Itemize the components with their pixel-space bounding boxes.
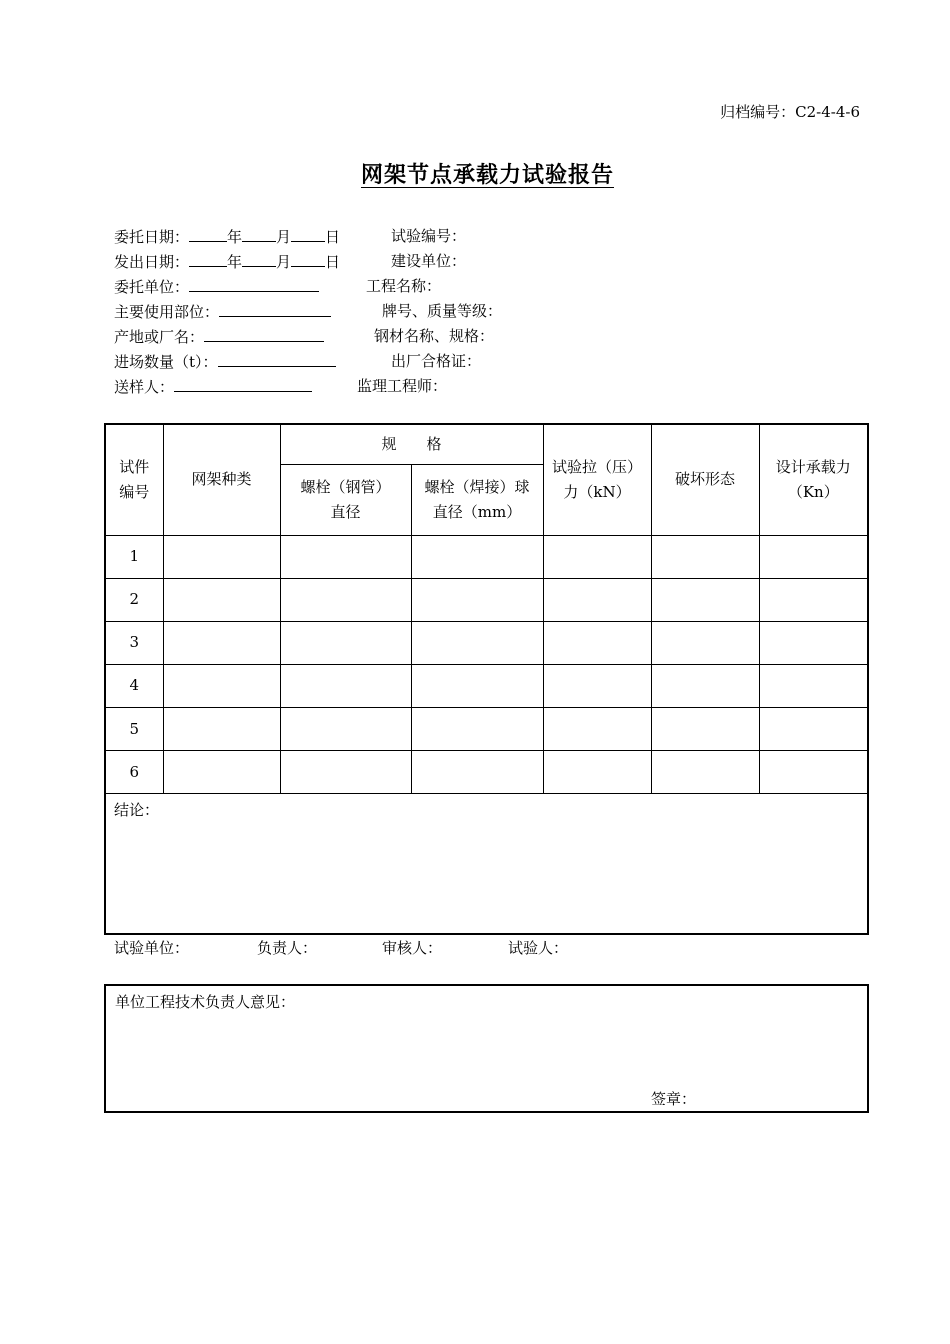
table-row [105,535,868,578]
table-row [105,751,868,794]
cell[interactable] [651,535,759,578]
col-force-line1: 试验拉（压） [552,457,643,476]
blank-origin[interactable] [204,325,324,342]
blank-main-use[interactable] [219,300,331,317]
page-title [0,158,950,189]
cell[interactable] [651,578,759,621]
blank-year[interactable] [189,250,227,267]
col-header-force [543,424,651,535]
year-label: 年 [227,253,243,271]
blank-month[interactable] [242,250,276,267]
col-bolt-ball-line2: 直径（mm） [432,502,522,521]
seal-label: 签章： [651,1090,697,1108]
cell[interactable] [280,621,411,664]
opinion-label: 单位工程技术负责人意见： [115,993,296,1011]
blank-commission-unit[interactable] [189,275,319,292]
info-row-issue-date [114,250,467,272]
col-bolt-ball-line1: 螺栓（焊接）球 [424,477,530,496]
cell[interactable] [411,708,543,751]
responsible-label: 负责人： [257,939,318,957]
conclusion-row [105,794,868,934]
row-number: 1 [105,535,163,578]
info-row-commission-date [114,225,467,247]
page-title-text: 网架节点承载力试验报告 [360,162,614,188]
table-row [105,621,868,664]
test-unit-label: 试验单位： [114,939,190,957]
certificate-label: 出厂合格证： [391,352,482,370]
cell[interactable] [759,708,868,751]
commission-unit-label: 委托单位： [114,278,190,296]
row-number: 4 [105,664,163,707]
day-label: 日 [325,253,341,271]
info-row-sender [114,375,448,397]
cell[interactable] [411,578,543,621]
blank-month[interactable] [242,225,276,242]
header-row-1 [105,424,868,464]
archive-number: 归档编号：C2-4-4-6 [720,103,860,121]
day-label: 日 [325,228,341,246]
row-number: 2 [105,578,163,621]
row-number: 5 [105,708,163,751]
issue-date-label: 发出日期： [114,253,190,271]
sender-label: 送样人： [114,378,175,396]
cell[interactable] [411,535,543,578]
blank-day[interactable] [291,250,325,267]
cell[interactable] [543,708,651,751]
table-row [105,664,868,707]
col-force-line2: 力（kN） [563,482,631,501]
col-design-line2: （Kn） [787,482,839,501]
cell[interactable] [280,664,411,707]
col-bolt-pipe-line2: 直径 [330,502,361,521]
col-bolt-pipe-line1: 螺栓（钢管） [300,477,391,496]
col-header-id [105,424,163,535]
info-row-main-use [114,300,503,322]
quantity-label: 进场数量（t）： [114,353,218,371]
cell[interactable] [163,535,280,578]
col-header-type: 网架种类 [163,424,280,535]
tester-label: 试验人： [508,939,569,957]
info-row-quantity [114,350,482,372]
col-header-bolt-ball [411,464,543,535]
cell[interactable] [759,578,868,621]
blank-sender[interactable] [174,375,312,392]
table-row [105,708,868,751]
cell[interactable] [759,664,868,707]
origin-label: 产地或厂名： [114,328,205,346]
cell[interactable] [163,664,280,707]
brand-grade-label: 牌号、质量等级： [382,302,503,320]
col-id-line1: 试件 [119,457,150,476]
cell[interactable] [163,578,280,621]
cell[interactable] [543,578,651,621]
col-header-bolt-pipe [280,464,411,535]
cell[interactable] [163,708,280,751]
month-label: 月 [276,253,292,271]
cell[interactable] [651,708,759,751]
test-no-label: 试验编号： [391,227,467,245]
month-label: 月 [276,228,292,246]
cell[interactable] [411,664,543,707]
cell[interactable] [759,621,868,664]
cell[interactable] [543,664,651,707]
cell[interactable] [543,621,651,664]
col-header-failure: 破坏形态 [651,424,759,535]
cell[interactable] [651,664,759,707]
cell[interactable] [280,578,411,621]
cell[interactable] [651,621,759,664]
supervisor-label: 监理工程师： [357,377,448,395]
table-row [105,578,868,621]
construction-unit-label: 建设单位： [391,252,467,270]
col-header-spec: 规 格 [280,424,543,464]
cell[interactable] [759,535,868,578]
cell[interactable] [411,621,543,664]
cell[interactable] [543,751,651,794]
cell[interactable] [163,621,280,664]
reviewer-label: 审核人： [382,939,443,957]
test-table [104,423,869,935]
row-number: 3 [105,621,163,664]
steel-name-label: 钢材名称、规格： [374,327,495,345]
conclusion-label: 结论： [114,801,160,820]
main-use-label: 主要使用部位： [114,303,220,321]
cell[interactable] [163,751,280,794]
blank-day[interactable] [291,225,325,242]
year-label: 年 [227,228,243,246]
row-number: 6 [105,751,163,794]
col-id-line2: 编号 [119,482,150,501]
conclusion-cell[interactable] [105,794,868,934]
commission-date-label: 委托日期： [114,228,190,246]
cell[interactable] [759,751,868,794]
cell[interactable] [411,751,543,794]
col-design-line1: 设计承载力 [775,457,851,476]
blank-year[interactable] [189,225,227,242]
cell[interactable] [280,708,411,751]
project-name-label: 工程名称： [366,277,442,295]
info-row-commission-unit [114,275,442,297]
cell[interactable] [280,535,411,578]
opinion-box[interactable] [104,984,869,1113]
blank-quantity[interactable] [218,350,336,367]
cell[interactable] [280,751,411,794]
cell[interactable] [543,535,651,578]
col-header-design [759,424,868,535]
cell[interactable] [651,751,759,794]
info-row-origin [114,325,495,347]
